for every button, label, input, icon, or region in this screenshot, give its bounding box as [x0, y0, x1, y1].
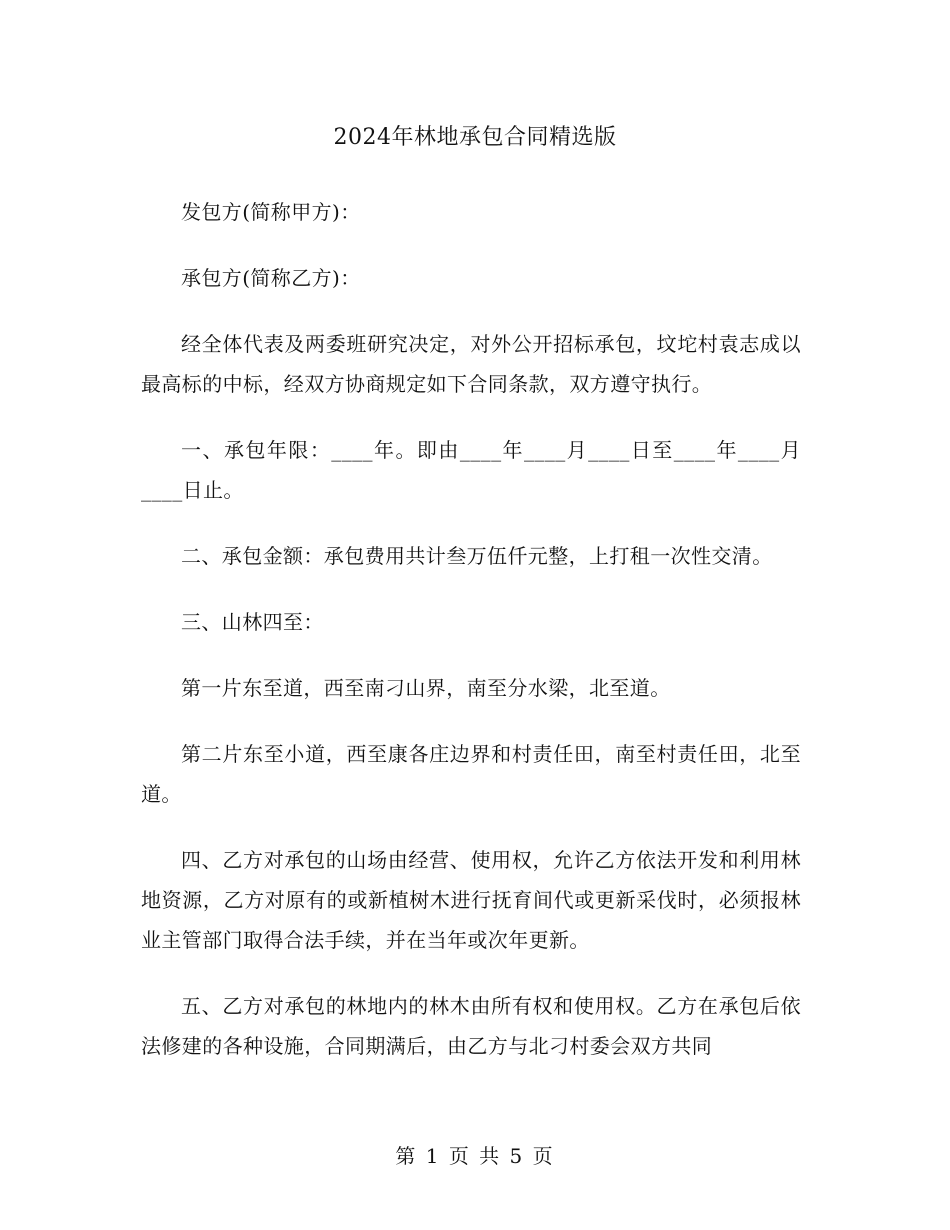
paragraph-amount: 二、承包金额：承包费用共计叁万伍仟元整，上打租一次性交清。 [181, 544, 773, 568]
paragraph-plot-one: 第一片东至道，西至南刁山界，南至分水梁，北至道。 [181, 676, 671, 700]
paragraph-boundaries-heading: 三、山林四至： [181, 610, 324, 634]
paragraph-party-b: 承包方(简称乙方)： [181, 266, 361, 290]
document-body [141, 192, 801, 1092]
paragraph-plot-two: 第二片东至小道，西至康各庄边界和村责任田，南至村责任田，北至道。 [141, 742, 801, 806]
paragraph-term: 一、承包年限：____年。即由____年____月____日至____年____月____日止。 [141, 438, 801, 502]
document-title: 2024年林地承包合同精选版 [333, 125, 617, 150]
paragraph-usage-rights: 四、乙方对承包的山场由经营、使用权，允许乙方依法开发和利用林地资源，乙方对原有的或新植树木进行抚育间代或更新采伐时，必须报林业主管部门取得合法手续，并在当年或次年更新。 [141, 848, 801, 952]
page-number: 第 1 页 共 5 页 [395, 1144, 555, 1168]
paragraph-ownership: 五、乙方对承包的林地内的林木由所有权和使用权。乙方在承包后依法修建的各种设施，合同期满后，由乙方与北刁村委会双方共同 [141, 994, 801, 1058]
paragraph-preamble: 经全体代表及两委班研究决定，对外公开招标承包，坟坨村袁志成以最高标的中标，经双方协商规定如下合同条款，双方遵守执行。 [141, 332, 801, 396]
paragraph-party-a: 发包方(简称甲方)： [181, 200, 361, 224]
